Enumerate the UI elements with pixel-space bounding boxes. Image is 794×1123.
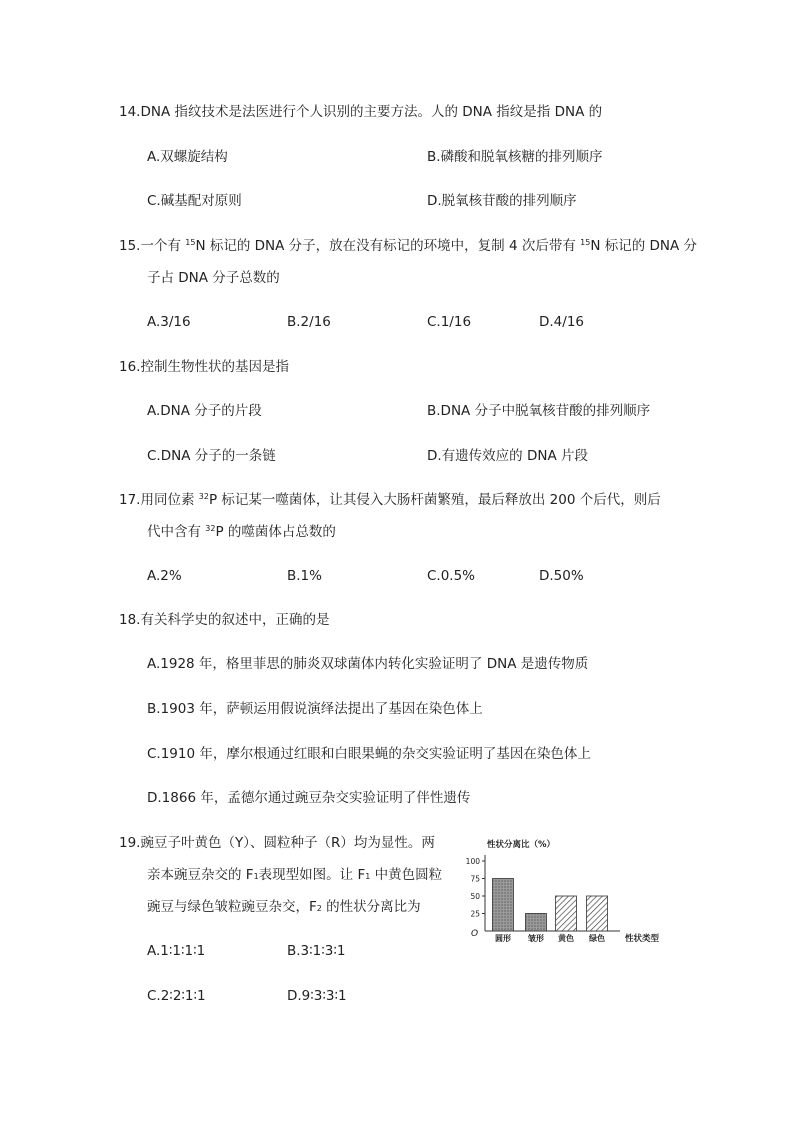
q15-stem-part-a: 15.一个有 bbox=[119, 238, 186, 254]
chart-y-axis-label: 性状分离比（%） bbox=[487, 840, 556, 850]
q19-stem-line1: 19.豌豆子叶黄色（Y）、圆粒种子（R）均为显性。两 bbox=[119, 835, 435, 851]
q19-option-b: B.3∶1∶3∶1 bbox=[287, 943, 346, 959]
q16-option-b: B.DNA 分子中脱氧核苷酸的排列顺序 bbox=[427, 403, 651, 419]
q18-option-b: B.1903 年，萨顿运用假说演绎法提出了基因在染色体上 bbox=[147, 701, 483, 717]
q15-option-c: C.1/16 bbox=[427, 314, 472, 330]
q17-option-d: D.50% bbox=[539, 568, 584, 584]
q18-option-c: C.1910 年，摩尔根通过红眼和白眼果蝇的杂交实验证明了基因在染色体上 bbox=[147, 746, 591, 762]
chart-y-tick-label-2: 75 bbox=[470, 874, 480, 884]
q19-option-c: C.2∶2∶1∶1 bbox=[147, 988, 206, 1004]
chart-bar-2 bbox=[556, 896, 577, 931]
q15-option-d: D.4/16 bbox=[539, 314, 585, 330]
q19-line2-part-b: 表现型如图。让 F bbox=[258, 867, 366, 883]
q14-option-d: D.脱氧核苷酸的排列顺序 bbox=[427, 193, 577, 209]
chart-bar-3 bbox=[587, 896, 608, 931]
q15-option-a: A.3/16 bbox=[147, 314, 191, 330]
q15-superscript-a: 15 bbox=[185, 238, 196, 247]
q17-stem2-part-a: 代中含有 bbox=[147, 524, 206, 540]
q18-option-d: D.1866 年，孟德尔通过豌豆杂交实验证明了伴性遗传 bbox=[147, 790, 471, 806]
q16-option-d: D.有遗传效应的 DNA 片段 bbox=[427, 448, 588, 464]
q19-line3-part-b: 的性状分离比为 bbox=[321, 899, 421, 915]
q19-line3-part-a: 豌豆与绿色皱粒豌豆杂交，F bbox=[147, 899, 317, 915]
q18-stem: 18.有关科学史的叙述中，正确的是 bbox=[119, 612, 330, 628]
q19-stem-line2 bbox=[147, 867, 442, 883]
trait-ratio-bar-chart bbox=[465, 835, 677, 947]
q19-subscript-3: 2 bbox=[316, 904, 322, 913]
chart-y-tick-label-0: 25 bbox=[470, 909, 480, 919]
q14-option-b: B.磷酸和脱氧核糖的排列顺序 bbox=[427, 149, 603, 165]
q17-superscript-b: 32 bbox=[205, 524, 216, 533]
q17-option-c: C.0.5% bbox=[427, 568, 476, 584]
chart-y-tick-label-3: 100 bbox=[465, 857, 480, 866]
chart-y-tick-label-1: 50 bbox=[470, 892, 480, 901]
q14-option-c: C.碱基配对原则 bbox=[147, 193, 242, 209]
q17-stem-line2 bbox=[147, 524, 336, 540]
q14-option-a: A.双螺旋结构 bbox=[147, 149, 228, 165]
chart-x-tick-label-3: 绿色 bbox=[589, 934, 605, 943]
q19-stem-line3 bbox=[147, 899, 421, 915]
q14-stem: 14.DNA 指纹技术是法医进行个人识别的主要方法。人的 DNA 指纹是指 DNA 的 bbox=[119, 104, 603, 120]
q17-superscript-a: 32 bbox=[198, 492, 209, 501]
chart-x-tick-label-0: 圆形 bbox=[495, 934, 511, 943]
q17-option-b: B.1% bbox=[287, 568, 322, 584]
q15-option-b: B.2/16 bbox=[287, 314, 331, 330]
q19-subscript-2: 1 bbox=[365, 872, 371, 881]
q19-option-a: A.1∶1∶1∶1 bbox=[147, 943, 206, 959]
q17-option-a: A.2% bbox=[147, 568, 182, 584]
q15-stem-part-c: N 标记的 DNA 分 bbox=[590, 238, 698, 254]
q15-stem-line1 bbox=[119, 238, 697, 254]
q17-stem-line1 bbox=[119, 492, 661, 508]
chart-origin-label: O bbox=[471, 929, 479, 939]
chart-bar-0 bbox=[493, 879, 514, 932]
chart-x-tick-label-2: 黄色 bbox=[558, 934, 574, 943]
q16-option-c: C.DNA 分子的一条链 bbox=[147, 448, 276, 464]
q19-subscript-1: 1 bbox=[253, 872, 259, 881]
q17-stem-part-a: 17.用同位素 bbox=[119, 492, 199, 508]
q15-stem-part-b: N 标记的 DNA 分子，放在没有标记的环境中，复制 4 次后带有 bbox=[195, 238, 581, 254]
q16-stem: 16.控制生物性状的基因是指 bbox=[119, 359, 289, 375]
q18-option-a: A.1928 年，格里菲思的肺炎双球菌体内转化实验证明了 DNA 是遗传物质 bbox=[147, 656, 589, 672]
q19-option-d: D.9∶3∶3∶1 bbox=[287, 988, 347, 1004]
q16-option-a: A.DNA 分子的片段 bbox=[147, 403, 262, 419]
chart-x-tick-label-1: 皱形 bbox=[528, 934, 544, 943]
q15-superscript-b: 15 bbox=[580, 238, 591, 247]
q19-line2-part-a: 亲本豌豆杂交的 F bbox=[147, 867, 254, 883]
q15-stem-line2: 子占 DNA 分子总数的 bbox=[147, 270, 280, 286]
chart-x-axis-label: 性状类型 bbox=[625, 934, 660, 944]
q17-stem-part-b: P 标记某一噬菌体，让其侵入大肠杆菌繁殖，最后释放出 200 个后代，则后 bbox=[208, 492, 661, 508]
q19-line2-part-c: 中黄色圆粒 bbox=[370, 867, 443, 883]
chart-bar-1 bbox=[526, 914, 547, 932]
q17-stem2-part-b: P 的噬菌体占总数的 bbox=[215, 524, 336, 540]
